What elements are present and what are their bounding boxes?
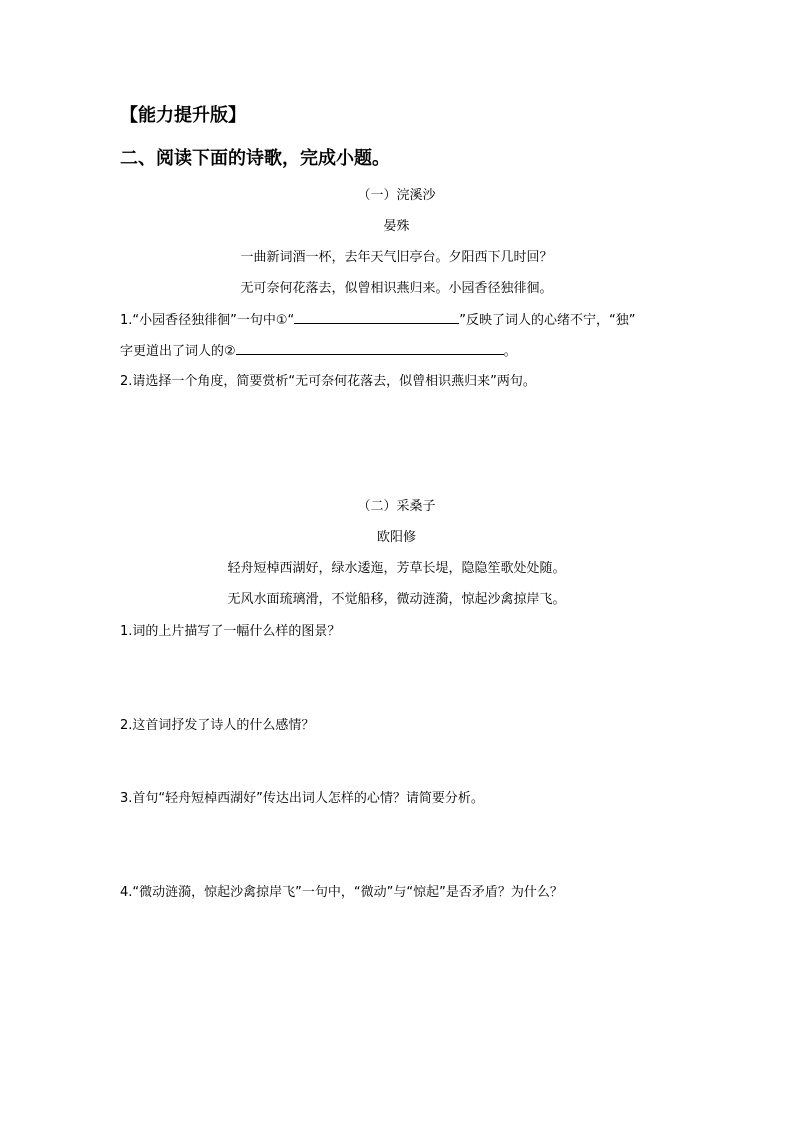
poem2-question-1: 1.词的上片描写了一幅什么样的图景？ — [120, 624, 341, 639]
answer-blank-1[interactable] — [294, 311, 459, 324]
poem1-question-1-line-1 — [120, 311, 635, 330]
question-text: ”反映了词人的心绪不宁，“独” — [459, 313, 636, 328]
question-text: 。 — [503, 344, 517, 359]
poem2-line-1: 轻舟短棹西湖好，绿水逶迤，芳草长堤，隐隐笙歌处处随。 — [227, 561, 566, 576]
poem2-title: （二）采桑子 — [357, 499, 436, 514]
poem1-line-2: 无可奈何花落去，似曾相识燕归来。小园香径独徘徊。 — [240, 281, 553, 296]
answer-blank-2[interactable] — [236, 342, 504, 355]
poem2-line-2: 无风水面琉璃滑，不觉船移，微动涟漪，惊起沙禽掠岸飞。 — [227, 592, 566, 607]
poem1-question-2: 2.请选择一个角度，简要赏析“无可奈何花落去，似曾相识燕归来”两句。 — [120, 374, 536, 389]
question-text: 1.“小园香径独徘徊”一句中①“ — [120, 313, 295, 328]
poem2-author: 欧阳修 — [376, 530, 416, 545]
poem2-question-4: 4.“微动涟漪，惊起沙禽掠岸飞”一句中，“微动”与“惊起”是否矛盾？为什么？ — [120, 885, 563, 900]
poem1-question-1-line-2 — [120, 342, 517, 361]
poem2-question-2: 2.这首词抒发了诗人的什么感情？ — [120, 718, 315, 733]
question-text: 字更道出了词人的② — [120, 344, 236, 359]
section-header: 【能力提升版】 — [120, 105, 246, 126]
instruction-heading: 二、阅读下面的诗歌，完成小题。 — [120, 148, 390, 169]
poem1-line-1: 一曲新词酒一杯，去年天气旧亭台。夕阳西下几时回？ — [240, 250, 553, 265]
poem2-question-3: 3.首句“轻舟短棹西湖好”传达出词人怎样的心情？请简要分析。 — [120, 791, 484, 806]
poem1-title: （一）浣溪沙 — [357, 188, 436, 203]
poem1-author: 晏殊 — [383, 219, 410, 234]
